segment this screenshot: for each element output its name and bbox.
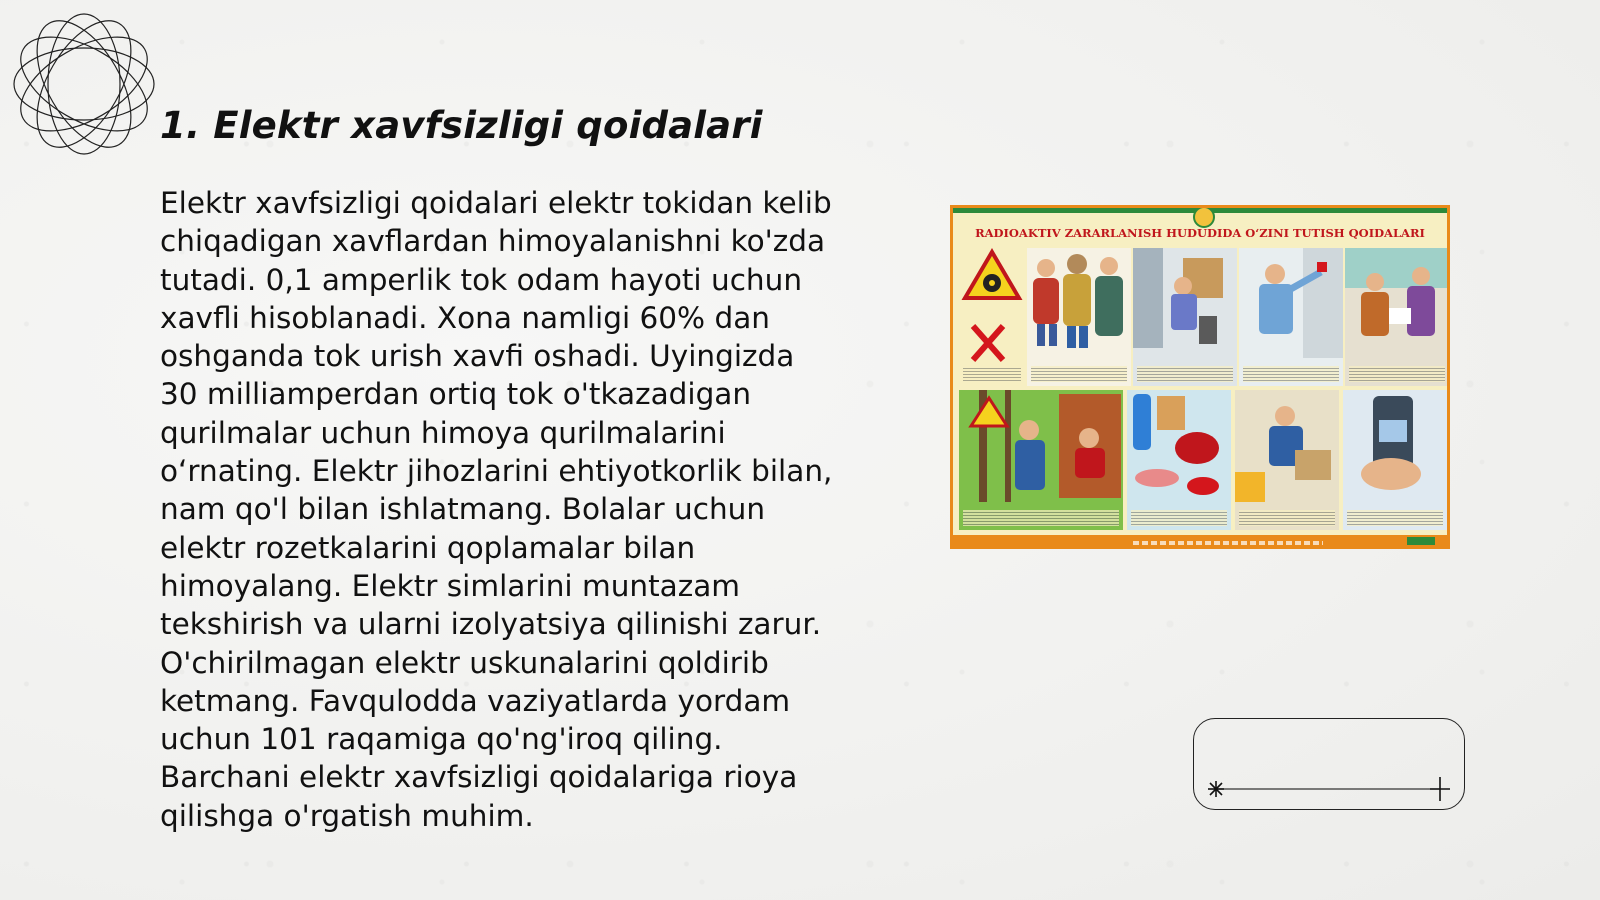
poster-footer-band: [953, 535, 1447, 546]
poster-panel-kitchen: [1345, 248, 1449, 386]
decorative-slider-frame: [1193, 718, 1465, 810]
poster-panel-people: [1027, 248, 1131, 386]
emblem-icon: [1193, 206, 1215, 228]
poster-panel-forest: [959, 390, 1123, 530]
orbit-rings-icon: [10, 10, 158, 158]
sparkle-icon: [1208, 781, 1224, 797]
poster-panel-room: [1133, 248, 1237, 386]
poster-panel-window: [1239, 248, 1343, 386]
poster-panel-dosimeter: [1343, 390, 1447, 530]
slide-title: 1. Elektr xavfsizligi qoidalari: [160, 104, 763, 147]
poster-panel-food: [1127, 390, 1231, 530]
safety-poster-image: [950, 205, 1450, 549]
cross-star-icon: [1430, 777, 1450, 801]
slide-body-text: Elektr xavfsizligi qoidalari elektr tokidan kelib chiqadigan xavflardan himoyalanishni ko'zda tutadi. 0,1 amperlik tok odam hayoti uchun xavfli hisoblanadi. Xona namligi 60% dan oshganda tok urish xavfi oshadi. Uyingizda 30 milliamperdan ortiq tok o'tkazadigan qurilmalar uchun himoya qurilmalarini o‘rnating. Elektr jihozlarini ehtiyotkorlik bilan, nam qo'l bilan ishlatmang. Bolalar uchun elektr rozetkalarini qoplamalar bilan himoyalang. Elektr simlarini muntazam tekshirish va ularni izolyatsiya qilinishi zarur. O'chirilmagan elektr uskunalarini qoldirib ketmang. Favqulodda vaziyatlarda yordam uchun 101 raqamiga qo'ng'iroq qiling. Barchani elektr xavfsizligi qoidalariga rioya qilishga o'rgatish muhim.: [160, 186, 833, 833]
poster-title: RADIOAKTIV ZARARLANISH HUDUDIDA O‘ZINI TUTISH QOIDALARI: [975, 226, 1425, 240]
poster-panel-cleaning: [1235, 390, 1339, 530]
poster-panel-warning: [959, 248, 1025, 386]
